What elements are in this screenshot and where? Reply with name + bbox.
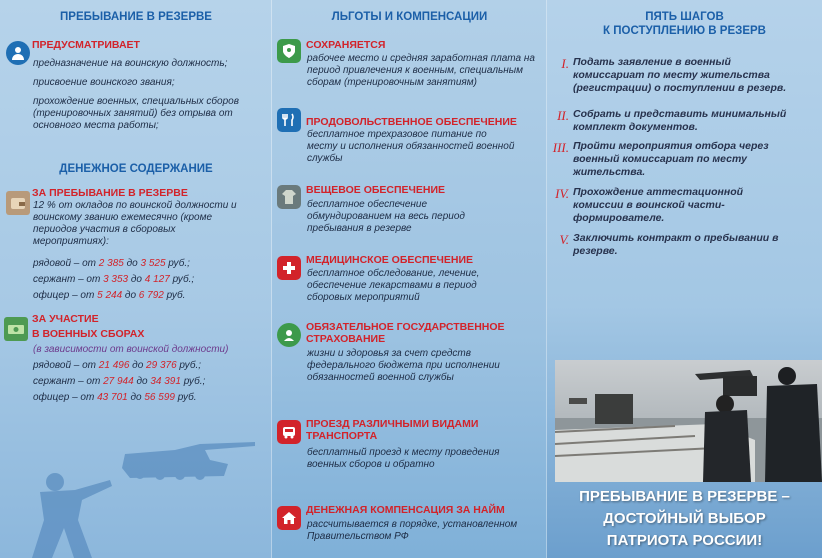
benefit-2-head: ВЕЩЕВОЕ ОБЕСПЕЧЕНИЕ <box>306 184 446 196</box>
steps-title-line1: ПЯТЬ ШАГОВ <box>645 11 724 23</box>
step-3-text: Пройти мероприятия отбора через военный комиссариат по месту жительства. <box>573 140 769 178</box>
benefit-0-text: рабочее место и средняя заработная плата на период привлечения к военным, специальным сборам (тренировочным занятиям) <box>307 53 535 88</box>
benefit-5-head: ПРОЕЗД РАЗЛИЧНЫМИ ВИДАМИ ТРАНСПОРТА <box>306 418 479 442</box>
reserve-pay-officer: офицер – от 5 244 до 6 792 руб. <box>33 290 186 301</box>
benefit-1-text: бесплатное трехразовое питание по месту и исполнения обязанностей военной службы <box>307 129 515 164</box>
insurance-icon <box>277 323 301 347</box>
soldier-tank-silhouette <box>0 420 272 558</box>
bus-icon <box>277 420 301 444</box>
benefit-5-text: бесплатный проезд к месту проведения военных сборов и обратно <box>307 447 500 470</box>
shield-person-icon <box>277 39 301 63</box>
person-icon <box>6 41 30 65</box>
steps-title-line2: К ПОСТУПЛЕНИЮ В РЕЗЕРВ <box>603 25 766 37</box>
step-5-text: Заключить контракт о пребывании в резерве. <box>573 232 779 257</box>
money-icon <box>4 317 28 341</box>
reserve-pay-private: рядовой – от 2 385 до 3 525 руб.; <box>33 258 190 269</box>
step-1 <box>547 56 822 116</box>
medical-cross-icon <box>277 256 301 280</box>
provides-line3: прохождение военных, специальных сборов (тренировочных занятий) без отрыва от основного места работы; <box>33 96 239 131</box>
right-panel <box>547 0 822 558</box>
provides-line2: присвоение воинского звания; <box>33 77 175 88</box>
camp-pay-sergeant: сержант – от 27 944 до 34 391 руб.; <box>33 376 206 387</box>
benefit-6-head: ДЕНЕЖНАЯ КОМПЕНСАЦИЯ ЗА НАЙМ <box>306 504 505 516</box>
camp-pay-head2: В ВОЕННЫХ СБОРАХ <box>32 328 145 340</box>
middle-panel <box>272 0 547 558</box>
camp-pay-head1: ЗА УЧАСТИЕ <box>32 313 99 325</box>
step-3-number: III. <box>552 140 569 155</box>
reserve-title: ПРЕБЫВАНИЕ В РЕЗЕРВЕ <box>60 11 212 23</box>
step-2-text: Собрать и представить минимальный комплект документов. <box>573 108 787 133</box>
step-4-number: IV. <box>555 186 569 201</box>
step-2 <box>547 108 822 138</box>
slogan-line2: ДОСТОЙНЫЙ ВЫБОР <box>603 510 766 527</box>
money-title: ДЕНЕЖНОЕ СОДЕРЖАНИЕ <box>59 163 213 175</box>
slogan-line1: ПРЕБЫВАНИЕ В РЕЗЕРВЕ – <box>579 488 790 505</box>
step-3 <box>547 140 822 184</box>
wallet-icon <box>6 191 30 215</box>
uniform-icon <box>277 185 301 209</box>
step-4-text: Прохождение аттестационной комиссии в воинской части-формирователе. <box>573 186 744 224</box>
step-5 <box>547 232 822 262</box>
camp-pay-officer: офицер – от 43 701 до 56 599 руб. <box>33 392 197 403</box>
step-1-text: Подать заявление в военный комиссариат по месту жительства (регистрации) о поступлении в резерв. <box>573 56 787 94</box>
benefit-0-head: СОХРАНЯЕТСЯ <box>306 39 386 51</box>
benefit-4-text: жизни и здоровья за счет средств федерального бюджета при исполнении обязанностей военной службы <box>307 348 500 383</box>
benefit-3-head: МЕДИЦИНСКОЕ ОБЕСПЕЧЕНИЕ <box>306 254 474 266</box>
reserve-pay-sergeant: сержант – от 3 353 до 4 127 руб.; <box>33 274 195 285</box>
slogan-line3: ПАТРИОТА РОССИИ! <box>606 532 763 549</box>
step-1-number: I. <box>561 56 569 71</box>
benefit-3-text: бесплатное обследование, лечение, обеспечение лекарствами в период сборовых мероприятий <box>307 268 480 303</box>
food-icon <box>277 108 301 132</box>
reserve-pay-head: ЗА ПРЕБЫВАНИЕ В РЕЗЕРВЕ <box>32 187 188 199</box>
house-icon <box>277 506 301 530</box>
provides-line1: предназначение на воинскую должность; <box>33 58 228 69</box>
provides-head: ПРЕДУСМАТРИВАЕТ <box>32 39 140 51</box>
benefit-6-text: рассчитывается в порядке, установленном Правительством РФ <box>307 519 518 542</box>
step-2-number: II. <box>557 108 569 123</box>
reserve-pay-text: 12 % от окладов по воинской должности и воинскому званию ежемесячно (кроме периодов участия в сборовых мероприятиях): <box>33 200 237 247</box>
soldiers-photo <box>555 360 822 482</box>
step-4 <box>547 186 822 230</box>
benefit-4-head: ОБЯЗАТЕЛЬНОЕ ГОСУДАРСТВЕННОЕ СТРАХОВАНИЕ <box>306 321 505 345</box>
benefit-1-head: ПРОДОВОЛЬСТВЕННОЕ ОБЕСПЕЧЕНИЕ <box>306 116 517 128</box>
left-panel <box>0 0 272 558</box>
camp-pay-note: (в зависимости от воинской должности) <box>33 344 229 355</box>
benefits-title: ЛЬГОТЫ И КОМПЕНСАЦИИ <box>331 11 488 23</box>
camp-pay-private: рядовой – от 21 496 до 29 376 руб.; <box>33 360 202 371</box>
step-5-number: V. <box>559 232 569 247</box>
benefit-2-text: бесплатное обеспечение обмундированием на весь период пребывания в резерве <box>307 199 465 234</box>
